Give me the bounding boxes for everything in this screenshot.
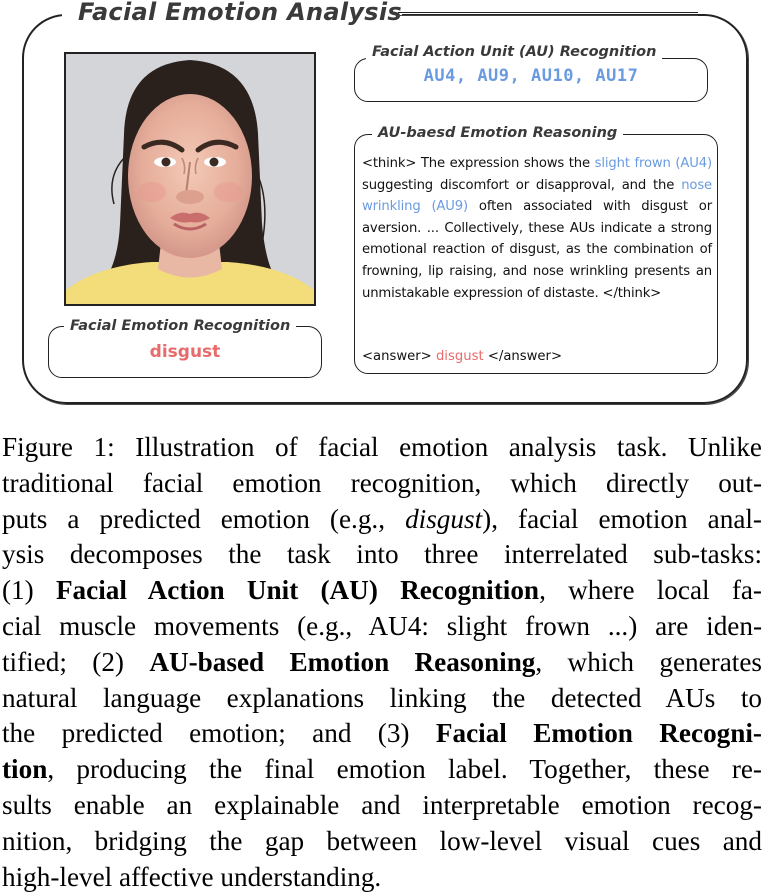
caption-line <box>2 824 762 860</box>
reasoning-segment: suggesting discomfort or disapproval, and the <box>362 177 682 193</box>
caption-bold-term: tion <box>2 754 48 785</box>
caption-line <box>2 788 762 824</box>
caption-text: cial muscle movements (e.g., AU4: slight frown ...) are iden- <box>2 610 762 641</box>
caption-text: , which generates <box>535 646 762 677</box>
figure-title: Facial Emotion Analysis <box>78 0 403 26</box>
caption-italic-term: disgust <box>405 503 483 534</box>
face-illustration <box>66 54 314 304</box>
caption-text: ysis decomposes the task into three interrelated sub-tasks: <box>2 539 762 570</box>
emotion-recognition-label: Facial Emotion Recognition <box>64 318 296 334</box>
caption-line <box>2 860 762 895</box>
caption-text: (1) <box>2 575 56 606</box>
caption-line <box>2 430 762 466</box>
caption-text: tified; (2) <box>2 646 150 677</box>
caption-line <box>2 645 762 681</box>
reasoning-highlight-au9: nose wrinkling (AU9) <box>362 177 712 215</box>
caption-line <box>2 537 762 573</box>
caption-text: puts a predicted emotion (e.g., <box>2 503 406 534</box>
caption-line <box>2 609 762 645</box>
caption-line <box>2 573 762 609</box>
answer-open-tag: <answer> <box>362 349 432 364</box>
answer-value: disgust <box>435 349 484 364</box>
caption-line <box>2 716 762 752</box>
figure-illustration <box>0 0 764 410</box>
title-rule-double <box>398 15 698 16</box>
reasoning-label: AU-baesd Emotion Reasoning <box>372 125 623 141</box>
caption-text: , where local fa- <box>539 575 762 606</box>
caption-bold-term: Facial Emotion Recogni- <box>435 718 762 749</box>
caption-text: , producing the final emotion label. Together, these re- <box>47 754 762 785</box>
caption-bold-term: AU-based Emotion Reasoning <box>149 646 536 677</box>
face-photo <box>64 52 316 306</box>
title-rule <box>398 12 698 13</box>
reasoning-segment: often associated with disgust or aversion. ... Collectively, these AUs indicate a strong emotional reaction of disgust, as the combination of frowning, lip raising, and nose wrinkling presents an unmistakable expression of distaste. </think> <box>362 199 712 301</box>
reasoning-highlight-au4: slight frown (AU4) <box>594 156 712 171</box>
figure-caption <box>2 430 762 895</box>
caption-text: Figure 1: Illustration of facial emotion analysis task. Unlike <box>2 432 762 462</box>
caption-text: natural language explanations linking the detected AUs to <box>2 682 762 713</box>
au-recognition-label: Facial Action Unit (AU) Recognition <box>366 44 662 60</box>
caption-text: sults enable an explainable and interpretable emotion recog- <box>2 789 762 820</box>
emotion-recognition-value: disgust <box>149 342 221 362</box>
caption-text: the predicted emotion; and (3) <box>2 718 436 749</box>
caption-line <box>2 466 762 502</box>
caption-text: nition, bridging the gap between low-level visual cues and <box>2 825 762 856</box>
caption-text: traditional facial emotion recognition, which directly out- <box>2 467 762 498</box>
caption-line <box>2 502 762 538</box>
caption-text: ), facial emotion anal- <box>482 503 762 534</box>
au-recognition-value: AU4, AU9, AU10, AU17 <box>423 66 639 86</box>
reasoning-segment: <think> The expression shows the <box>362 156 595 171</box>
caption-line <box>2 681 762 717</box>
answer-close-tag: </answer> <box>487 349 563 364</box>
caption-bold-term: Facial Action Unit (AU) Recognition <box>55 575 540 606</box>
caption-text: high-level affective understanding. <box>2 861 382 892</box>
reasoning-text <box>362 153 712 304</box>
answer-line <box>362 349 562 364</box>
caption-line <box>2 752 762 788</box>
